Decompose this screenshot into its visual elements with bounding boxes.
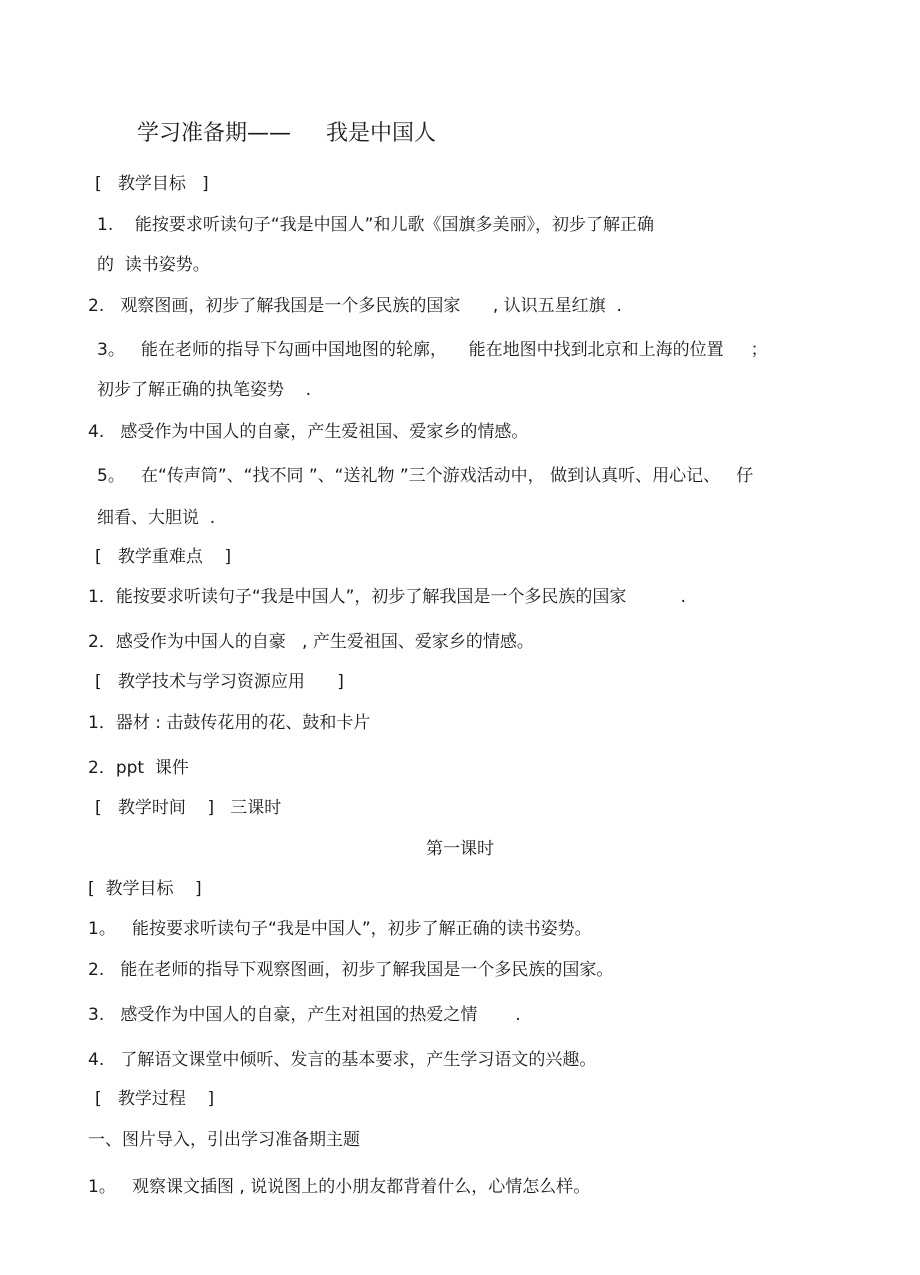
section-heading-resources: [ 教学技术与学习资源应用 ] [95, 672, 344, 692]
objective-line: 初步了解正确的执笔姿势 . [97, 380, 312, 400]
lesson-heading: 第一课时 [426, 839, 494, 859]
objective-line: 5。 在“传声筒”、“找不同 ”、“送礼物 ”三个游戏活动中， 做到认真听、用心记、 仔 [97, 466, 754, 486]
process-step-line: 1。 观察课文插图 , 说说图上的小朋友都背着什么，心情怎么样。 [88, 1177, 591, 1197]
section-heading-time: [ 教学时间 ] 三课时 [95, 798, 282, 818]
lesson-objective-line: 1。 能按要求听读句子“我是中国人”，初步了解正确的读书姿势。 [88, 919, 592, 939]
section-heading-key-points: [ 教学重难点 ] [95, 547, 232, 567]
section-heading-objectives: [ 教学目标 ] [95, 174, 209, 194]
lesson-objective-line: 3. 感受作为中国人的自豪，产生对祖国的热爱之情 . [88, 1005, 521, 1025]
section-heading-process: [ 教学过程 ] [95, 1089, 215, 1109]
key-point-line: 2．感受作为中国人的自豪 , 产生爱祖国、爱家乡的情感。 [88, 632, 534, 652]
resource-line: 2．ppt 课件 [88, 758, 189, 778]
document-title: 学习准备期—— 我是中国人 [137, 121, 436, 146]
objective-line: 细看、大胆说 . [97, 508, 216, 528]
objective-line: 4. 感受作为中国人的自豪，产生爱祖国、爱家乡的情感。 [88, 422, 529, 442]
process-step-heading: 一、图片导入，引出学习准备期主题 [88, 1130, 360, 1150]
objective-line: 的 读书姿势。 [97, 255, 210, 275]
section-heading-lesson-objectives: [ 教学目标 ] [88, 879, 202, 899]
lesson-objective-line: 2. 能在老师的指导下观察图画，初步了解我国是一个多民族的国家。 [88, 960, 614, 980]
resource-line: 1．器材 : 击鼓传花用的花、鼓和卡片 [88, 713, 371, 733]
lesson-objective-line: 4. 了解语文课堂中倾听、发言的基本要求，产生学习语文的兴趣。 [88, 1050, 597, 1070]
key-point-line: 1．能按要求听读句子“我是中国人”，初步了解我国是一个多民族的国家 . [88, 587, 686, 607]
objective-line: 1. 能按要求听读句子“我是中国人”和儿歌《国旗多美丽》，初步了解正确 [97, 215, 654, 235]
objective-line: 3。 能在老师的指导下勾画中国地图的轮廓， 能在地图中找到北京和上海的位置 ； [97, 340, 768, 360]
objective-line: 2. 观察图画，初步了解我国是一个多民族的国家 , 认识五星红旗 . [88, 296, 622, 316]
